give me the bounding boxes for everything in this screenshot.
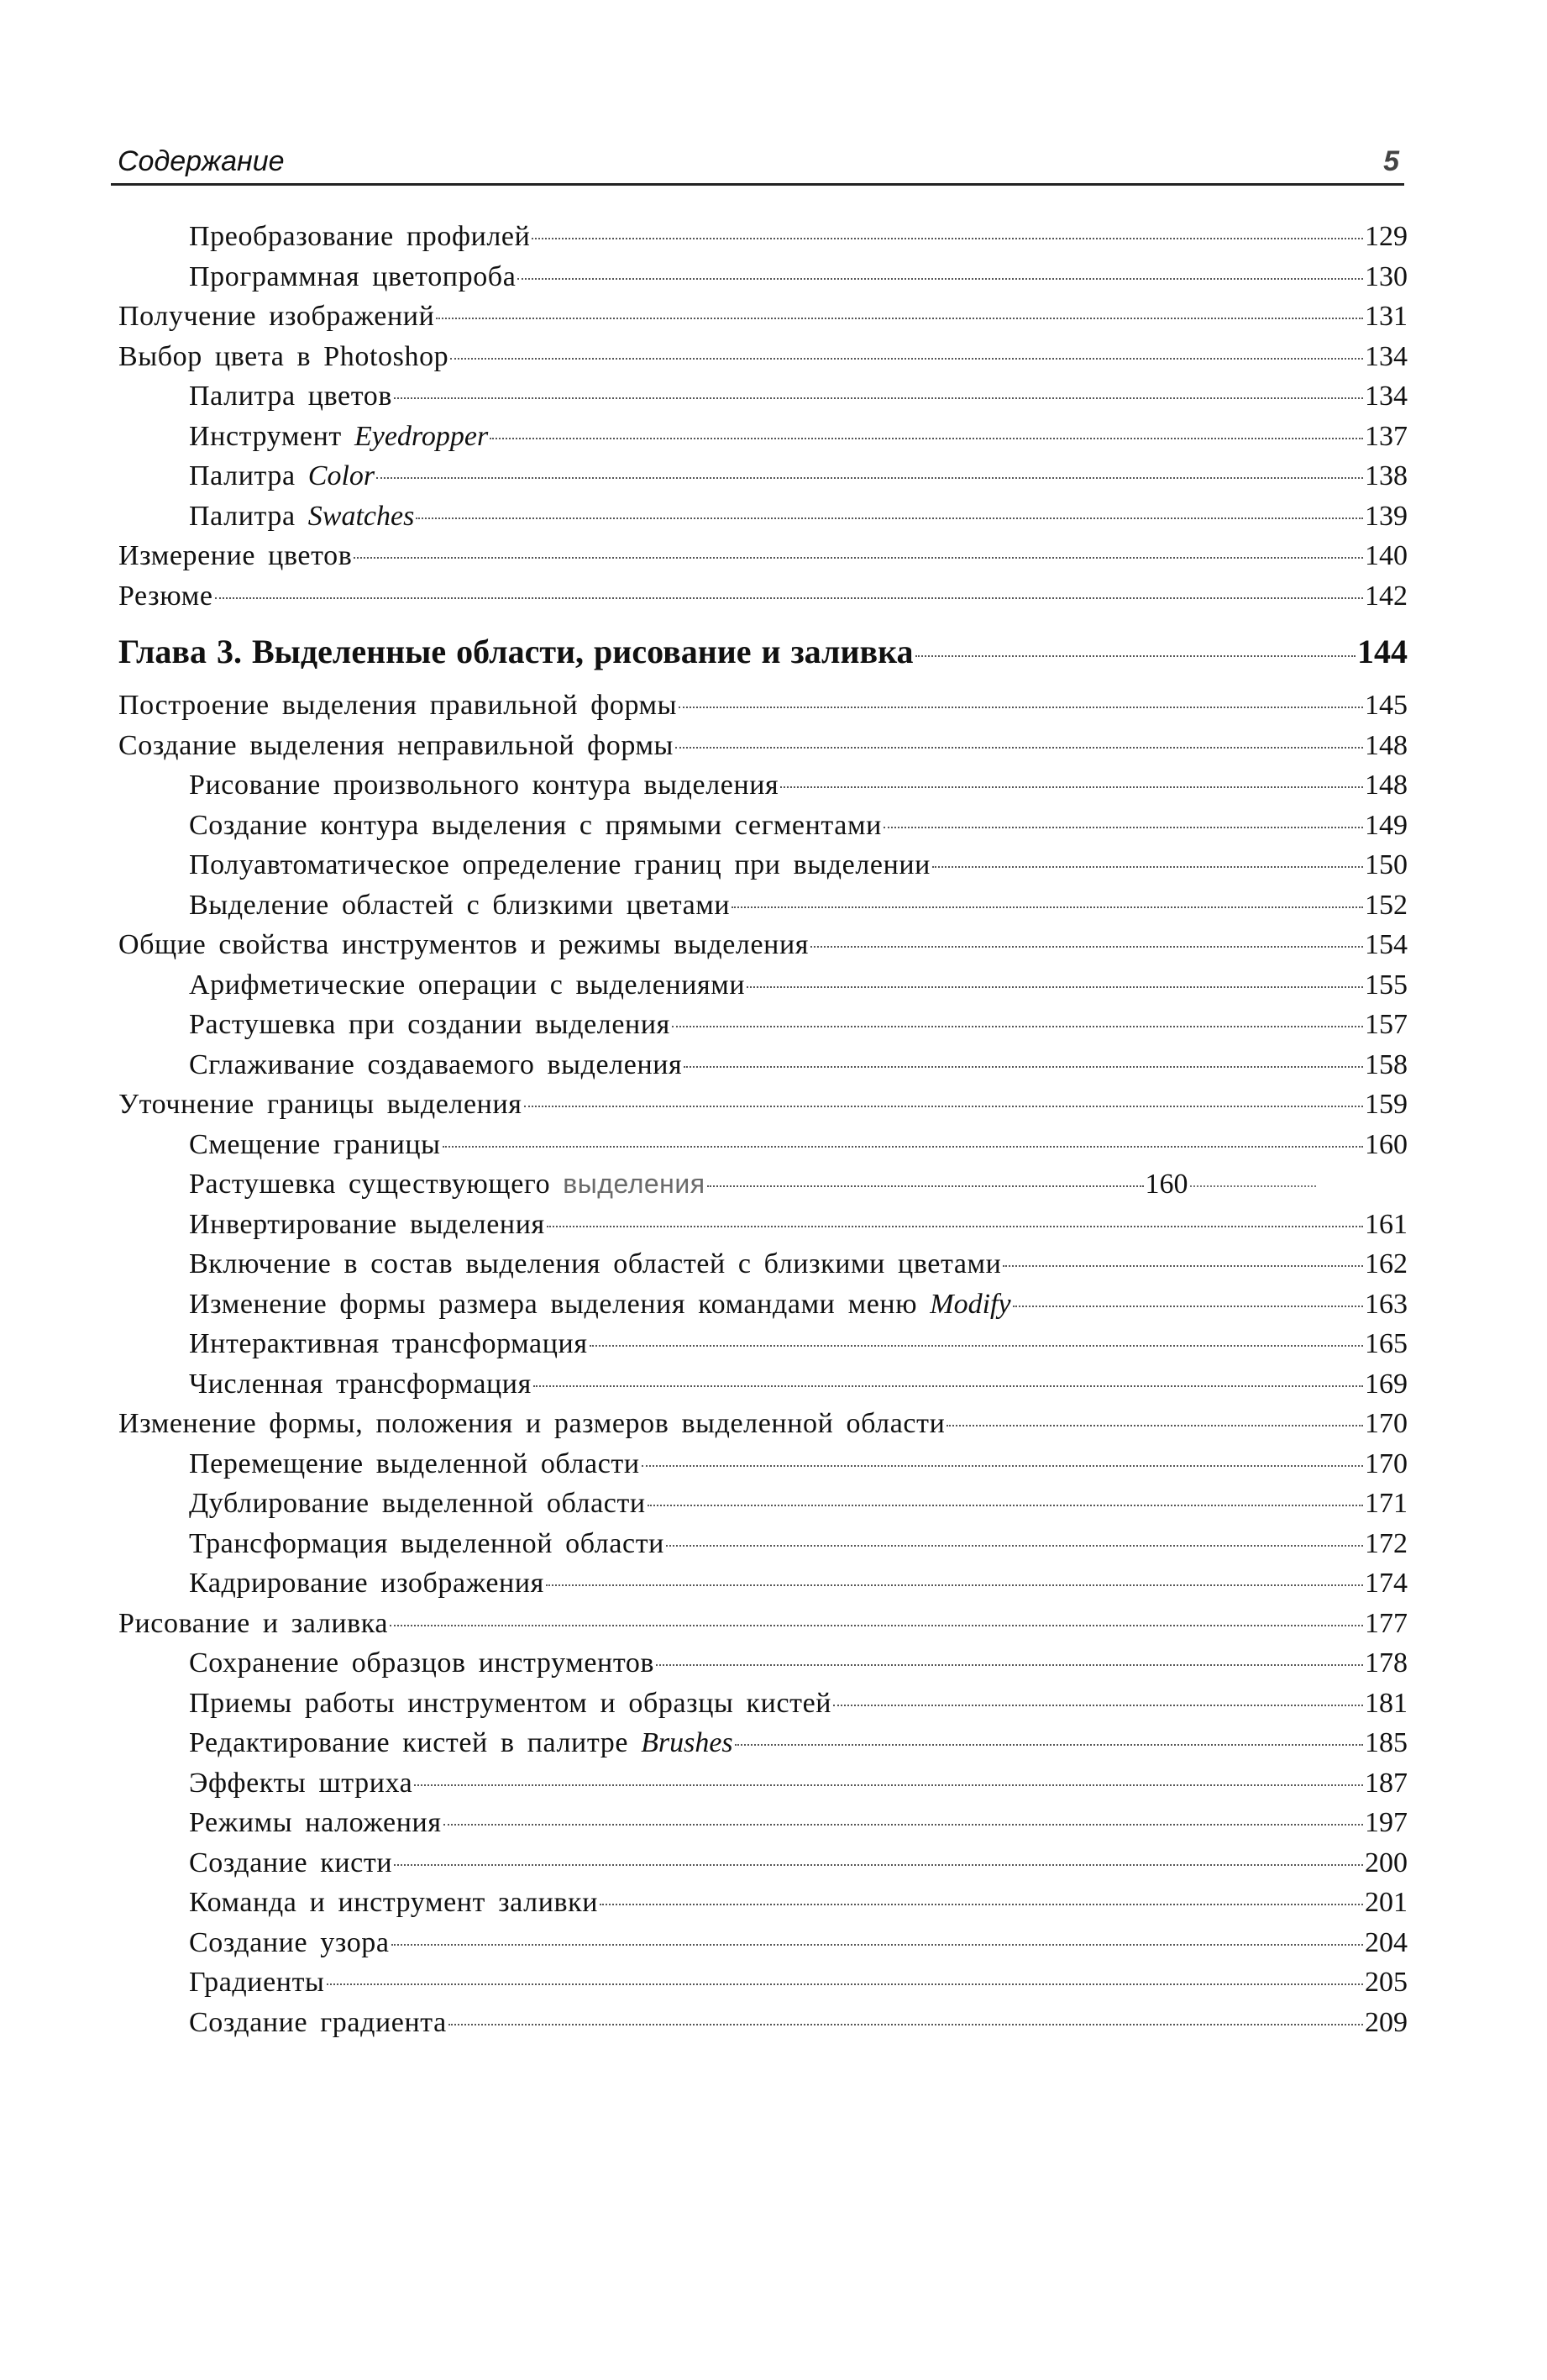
toc-entry xyxy=(118,501,1408,541)
toc-dot-leader xyxy=(732,906,1363,908)
toc-page-number: 177 xyxy=(1365,1607,1408,1639)
toc-entry-title xyxy=(189,1528,664,1560)
toc-entry-title-text: Интерактивная трансформация xyxy=(189,1328,588,1359)
toc-entry-title-text: Построение выделения правильной формы xyxy=(118,690,678,721)
toc-entry-title xyxy=(118,341,448,373)
toc-page-number: 171 xyxy=(1365,1488,1408,1519)
toc-entry-title xyxy=(189,1289,1011,1321)
toc-dot-leader xyxy=(747,986,1363,988)
toc-dot-leader xyxy=(414,1784,1363,1786)
toc-entry-title xyxy=(118,730,674,762)
toc-dot-leader xyxy=(546,1584,1363,1586)
toc-dot-leader xyxy=(215,597,1363,599)
toc-entry-title xyxy=(189,261,516,293)
toc-page-number: 162 xyxy=(1365,1248,1408,1279)
running-header-title: Содержание xyxy=(118,145,285,177)
toc-entry-title-text: Включение в состав выделения областей с близкими цветами xyxy=(189,1248,1002,1279)
toc-dot-leader xyxy=(810,946,1363,948)
toc-entry-title-text: Создание выделения неправильной формы xyxy=(118,729,674,761)
toc-entry-title xyxy=(189,810,882,842)
toc-page-number: 170 xyxy=(1365,1447,1408,1479)
toc-entry-title-text: Изменение формы размера выделения командами меню xyxy=(189,1288,931,1320)
toc-page-number: 160 xyxy=(1145,1169,1188,1200)
toc-entry-title-italic: Color xyxy=(307,460,375,491)
toc-entry-title-text: Сглаживание создаваемого выделения xyxy=(189,1048,683,1080)
toc-page-number: 159 xyxy=(1365,1089,1408,1120)
toc-entry-title-italic: Modify xyxy=(930,1288,1011,1320)
toc-page-number: 178 xyxy=(1365,1647,1408,1679)
toc-dot-leader xyxy=(517,278,1363,280)
toc-entry-title-text: Глава 3. Выделенные области, рисование и заливка xyxy=(118,633,914,670)
toc-entry-title xyxy=(189,1927,390,1959)
toc-entry-title-italic: Eyedropper xyxy=(354,420,489,452)
toc-entry-title-text: Создание узора xyxy=(189,1926,390,1958)
toc-page-number: 155 xyxy=(1365,969,1408,1001)
toc-dot-leader xyxy=(436,318,1363,319)
toc-entry-title-text: Численная трансформация xyxy=(189,1368,532,1400)
toc-entry xyxy=(118,1209,1408,1249)
toc-dot-leader xyxy=(884,827,1363,828)
running-header xyxy=(111,136,1404,186)
toc-dot-leader xyxy=(376,477,1363,479)
toc-entry-title-text: Арифметические операции с выделениями xyxy=(189,969,746,1001)
toc-dot-leader xyxy=(675,747,1363,749)
toc-page-number: 174 xyxy=(1365,1568,1408,1599)
toc-entry-title xyxy=(189,1209,545,1241)
toc-entry-title-text: Программная цветопроба xyxy=(189,260,517,292)
toc-entry-title-text: Создание кисти xyxy=(189,1847,393,1878)
toc-dot-leader xyxy=(684,1066,1363,1068)
toc-entry-title-text: Растушевка существующего xyxy=(189,1169,564,1200)
toc-page-number: 160 xyxy=(1365,1128,1408,1160)
toc-page-number: 154 xyxy=(1365,929,1408,960)
toc-entry-title xyxy=(189,421,488,453)
toc-page-number: 150 xyxy=(1365,849,1408,880)
toc-dot-leader xyxy=(600,1904,1363,1905)
toc-entry xyxy=(118,381,1408,421)
toc-entry xyxy=(118,1089,1408,1129)
toc-dot-leader xyxy=(780,786,1363,788)
toc-dot-leader xyxy=(390,1625,1363,1626)
toc-page-number: 138 xyxy=(1365,460,1408,491)
toc-page-number: 181 xyxy=(1365,1687,1408,1719)
toc-page-number: 152 xyxy=(1365,889,1408,921)
toc-dot-leader xyxy=(532,238,1363,239)
toc-entry xyxy=(118,1328,1408,1369)
toc-page-number: 201 xyxy=(1365,1887,1408,1918)
toc-entry-title xyxy=(118,1608,388,1640)
toc-page-number: 149 xyxy=(1365,809,1408,841)
toc-page-number: 163 xyxy=(1365,1288,1408,1320)
toc-entry xyxy=(118,1049,1408,1090)
toc-dot-leader xyxy=(394,1864,1363,1866)
toc-page-number: 144 xyxy=(1357,633,1408,670)
toc-entry xyxy=(118,770,1408,810)
toc-dot-leader xyxy=(666,1545,1363,1547)
toc-page-number: 134 xyxy=(1365,381,1408,412)
toc-entry xyxy=(118,2007,1408,2047)
toc-entry xyxy=(118,690,1408,730)
toc-entry-title-text: Выделение областей с близкими цветами xyxy=(189,889,731,921)
toc-entry-title xyxy=(189,1688,831,1720)
toc-entry xyxy=(118,1647,1408,1688)
toc-entry-title-text: Уточнение границы выделения xyxy=(118,1089,522,1120)
toc-entry-title-text: Перемещение выделенной области xyxy=(189,1447,640,1479)
toc-entry xyxy=(118,1807,1408,1847)
toc-entry xyxy=(118,1248,1408,1289)
toc-entry-title-text: Резюме xyxy=(118,580,213,612)
toc-entry-title xyxy=(189,381,392,412)
toc-entry-title-text: Изменение формы, положения и размеров выделенной области xyxy=(118,1408,946,1439)
toc-entry-title xyxy=(189,1448,640,1480)
toc-dot-leader xyxy=(707,1185,1144,1187)
toc-page-number: 140 xyxy=(1365,540,1408,571)
toc-page-number: 130 xyxy=(1365,260,1408,292)
toc-entry-title xyxy=(118,929,809,961)
toc-entry-title xyxy=(189,1887,598,1919)
toc-page-number: 205 xyxy=(1365,1967,1408,1998)
toc-entry xyxy=(118,540,1408,581)
toc-dot-leader xyxy=(354,557,1363,559)
toc-entry xyxy=(118,1009,1408,1049)
toc-entry-title xyxy=(118,1408,945,1440)
toc-entry-title xyxy=(189,1967,325,1999)
toc-dot-leader xyxy=(443,1146,1363,1148)
toc-entry-title-text: Измерение цветов xyxy=(118,540,353,571)
toc-entry-title xyxy=(189,221,530,253)
toc-entry-title xyxy=(189,1248,1001,1280)
toc-page-number: 148 xyxy=(1365,729,1408,761)
toc-dot-leader xyxy=(679,707,1363,708)
toc-dot-leader xyxy=(648,1505,1363,1506)
toc-dot-leader xyxy=(533,1385,1363,1387)
toc-page-number: 165 xyxy=(1365,1328,1408,1359)
toc-entry xyxy=(118,221,1408,261)
toc-page-number: 157 xyxy=(1365,1009,1408,1040)
toc-entry-title-text: Выбор цвета в Photoshop xyxy=(118,340,449,372)
toc-entry-title xyxy=(189,1568,544,1600)
toc-dot-leader xyxy=(327,1983,1364,1985)
toc-dot-leader xyxy=(443,1824,1363,1826)
toc-page-number: 142 xyxy=(1365,580,1408,612)
toc-entry-title xyxy=(189,1009,670,1041)
toc-dot-leader xyxy=(932,866,1363,868)
toc-entry-title-text: Дублирование выделенной области xyxy=(189,1488,646,1519)
toc-entry xyxy=(118,1488,1408,1528)
toc-entry-title xyxy=(189,1727,733,1759)
toc-page-number: 139 xyxy=(1365,500,1408,532)
toc-entry-title-text: Полуавтоматическое определение границ при выделении xyxy=(189,849,931,880)
toc-entry xyxy=(118,1448,1408,1489)
toc-entry-title xyxy=(118,1089,522,1121)
toc-dot-leader xyxy=(915,655,1356,657)
toc-page-number: 145 xyxy=(1365,690,1408,721)
toc-entry xyxy=(118,581,1408,621)
toc-entry-title xyxy=(189,501,414,533)
toc-dot-leader xyxy=(672,1026,1363,1027)
toc-entry xyxy=(118,1688,1408,1728)
toc-entry-title-text: Инструмент xyxy=(189,420,354,452)
toc-entry xyxy=(118,1608,1408,1648)
toc-entry xyxy=(118,341,1408,381)
toc-entry xyxy=(118,1967,1408,2007)
toc-dot-leader xyxy=(735,1744,1363,1746)
toc-entry-title-text: Команда и инструмент заливки xyxy=(189,1887,599,1918)
toc-page-number: 137 xyxy=(1365,420,1408,452)
table-of-contents xyxy=(118,221,1408,2046)
toc-entry-title xyxy=(189,1169,705,1201)
toc-page-number: 169 xyxy=(1365,1368,1408,1400)
toc-dot-leader xyxy=(947,1425,1363,1426)
toc-entry-title xyxy=(118,301,434,333)
toc-entry-title-text: Палитра xyxy=(189,500,308,532)
toc-entry-title-text: Общие свойства инструментов и режимы выделения xyxy=(118,929,810,960)
toc-page-number: 158 xyxy=(1365,1048,1408,1080)
toc-entry-title xyxy=(189,1647,654,1679)
toc-entry-title-italic: Swatches xyxy=(307,500,415,532)
toc-entry-title-text: Палитра цветов xyxy=(189,381,392,412)
toc-entry-title-text: Получение изображений xyxy=(118,301,435,332)
toc-entry xyxy=(118,1129,1408,1169)
toc-page-number: 161 xyxy=(1365,1208,1408,1240)
toc-entry-title-text: Преобразование профилей xyxy=(189,221,531,252)
toc-dot-leader xyxy=(833,1705,1363,1706)
toc-dot-leader xyxy=(448,2024,1363,2025)
toc-entry-title-text: Редактирование кистей в палитре xyxy=(189,1727,642,1758)
toc-dot-leader xyxy=(656,1664,1363,1666)
toc-dot-leader xyxy=(1003,1265,1363,1267)
toc-entry-title xyxy=(118,581,213,612)
toc-entry xyxy=(118,929,1408,969)
toc-entry-title xyxy=(189,1369,532,1400)
toc-entry-title-text: Растушевка при создании выделения xyxy=(189,1009,670,1040)
toc-entry-title xyxy=(189,1488,646,1520)
running-header-page-number: 5 xyxy=(1383,145,1399,177)
toc-entry-title xyxy=(189,1328,588,1360)
toc-entry-title xyxy=(189,1049,682,1081)
toc-entry xyxy=(118,969,1408,1010)
toc-entry xyxy=(118,301,1408,341)
toc-page-number: 197 xyxy=(1365,1807,1408,1838)
toc-entry-title xyxy=(189,1807,442,1839)
toc-entry-title xyxy=(118,540,352,572)
toc-dot-leader xyxy=(450,358,1363,360)
toc-entry-title-italic: Brushes xyxy=(641,1727,733,1758)
toc-page-number: 185 xyxy=(1365,1727,1408,1758)
toc-entry-title-text: Кадрирование изображения xyxy=(189,1568,544,1599)
toc-entry-title-text: Смещение границы xyxy=(189,1128,441,1160)
toc-entry xyxy=(118,1727,1408,1768)
toc-entry-title-text: Создание градиента xyxy=(189,2006,447,2038)
toc-entry-title-text: Создание контура выделения с прямыми сегментами xyxy=(189,809,882,841)
toc-entry xyxy=(118,849,1408,890)
toc-entry xyxy=(118,1289,1408,1329)
toc-entry xyxy=(118,460,1408,501)
toc-page-number: 131 xyxy=(1365,301,1408,332)
toc-entry-title-text: Сохранение образцов инструментов xyxy=(189,1647,655,1679)
toc-entry xyxy=(118,1887,1408,1927)
toc-entry-title-text: Палитра xyxy=(189,460,308,491)
toc-chapter-heading xyxy=(118,632,1408,680)
toc-entry xyxy=(118,1408,1408,1448)
toc-page-number: 134 xyxy=(1365,340,1408,372)
toc-entry xyxy=(118,1927,1408,1968)
toc-page-number: 200 xyxy=(1365,1847,1408,1878)
toc-entry-title-text: Рисование произвольного контура выделения xyxy=(189,770,779,801)
toc-entry-title-text: Эффекты штриха xyxy=(189,1767,413,1799)
toc-dot-leader xyxy=(524,1106,1363,1107)
toc-entry xyxy=(118,810,1408,850)
toc-entry-title xyxy=(189,849,931,881)
toc-entry xyxy=(118,1768,1408,1808)
toc-entry-title-text: Приемы работы инструментом и образцы кистей xyxy=(189,1687,832,1719)
toc-dot-leader xyxy=(391,1944,1363,1946)
toc-page-number: 172 xyxy=(1365,1527,1408,1559)
toc-dot-leader xyxy=(394,397,1363,399)
toc-entry-title xyxy=(189,969,745,1001)
toc-entry xyxy=(118,1369,1408,1409)
toc-entry-title xyxy=(118,690,677,722)
toc-entry xyxy=(118,730,1408,770)
toc-dot-leader xyxy=(590,1345,1363,1347)
toc-entry xyxy=(118,1528,1408,1568)
toc-page-number: 187 xyxy=(1365,1767,1408,1799)
toc-dot-leader xyxy=(547,1226,1363,1227)
toc-entry-title xyxy=(189,770,779,801)
toc-dot-leader xyxy=(1013,1306,1363,1307)
toc-entry-title-text: Режимы наложения xyxy=(189,1807,442,1838)
toc-dot-leader xyxy=(490,438,1363,439)
toc-entry xyxy=(118,261,1408,302)
toc-entry-title xyxy=(189,890,730,922)
toc-entry-title-text: Инвертирование выделения xyxy=(189,1208,545,1240)
toc-entry xyxy=(118,890,1408,930)
toc-entry xyxy=(118,421,1408,461)
toc-dot-leader xyxy=(642,1465,1363,1467)
toc-entry-title-text: Градиенты xyxy=(189,1967,325,1998)
toc-entry xyxy=(118,1847,1408,1888)
toc-page-number: 209 xyxy=(1365,2006,1408,2038)
toc-page-number: 170 xyxy=(1365,1408,1408,1439)
toc-entry-title xyxy=(189,1768,412,1799)
toc-entry-title-faded: выделения xyxy=(563,1169,705,1199)
toc-entry xyxy=(118,1568,1408,1608)
toc-entry xyxy=(118,1169,1408,1209)
toc-entry-title-text: Рисование и заливка xyxy=(118,1607,389,1639)
toc-page-number: 204 xyxy=(1365,1926,1408,1958)
toc-dot-leader-trailing xyxy=(1190,1185,1316,1187)
toc-entry-title xyxy=(189,460,375,492)
toc-entry-title xyxy=(189,1847,392,1879)
toc-page-number: 148 xyxy=(1365,770,1408,801)
toc-entry-title xyxy=(189,2007,447,2039)
toc-dot-leader xyxy=(416,518,1363,519)
toc-entry-title xyxy=(118,632,914,671)
toc-entry-title xyxy=(189,1129,441,1161)
toc-entry-title-text: Трансформация выделенной области xyxy=(189,1527,664,1559)
toc-page-number: 129 xyxy=(1365,221,1408,252)
